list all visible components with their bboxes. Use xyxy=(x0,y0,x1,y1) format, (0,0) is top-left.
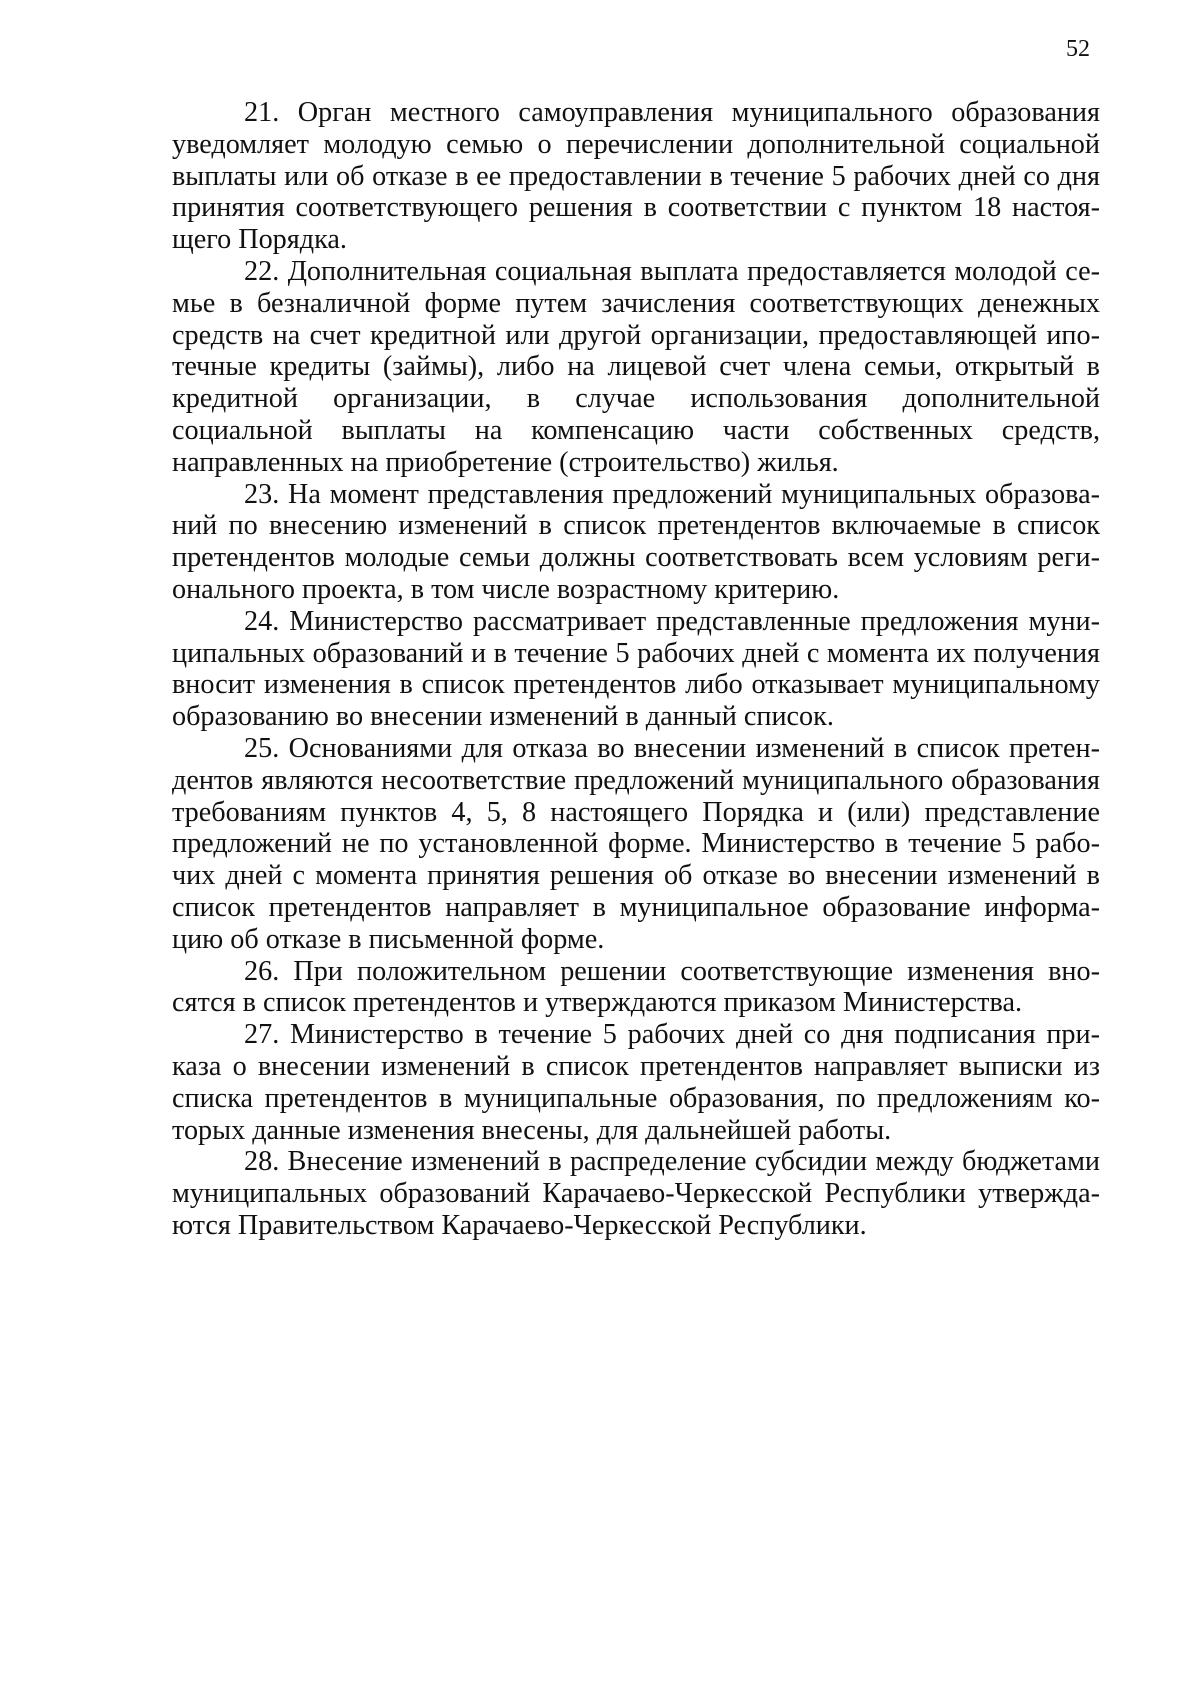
paragraph-23: 23. На момент представления предложений муниципальных образований по внесению изменений в список претендентов включаемые в список претендентов молодые семьи должны соответствовать всем условиям регионального проекта, в том числе возрастному критерию. xyxy=(172,478,1100,605)
paragraph-21: 21. Орган местного самоуправления муниципального образования уведомляет молодую семью о перечислении дополнительной социальной выплаты или об отказе в ее предоставлении в течение 5 рабочих дней со дня принятия соответствующего решения в соответствии с пунктом 18 настоящего Порядка. xyxy=(172,97,1100,256)
paragraph-24: 24. Министерство рассматривает представленные предложения муниципальных образований и в течение 5 рабочих дней с момента их получения вносит изменения в список претендентов либо отказывает муниципальному образованию во внесении изменений в данный список. xyxy=(172,605,1100,733)
document-body xyxy=(172,97,1100,1242)
paragraph-26: 26. При положительном решении соответствующие изменения вносятся в список претендентов и утверждаются приказом Министерства. xyxy=(172,955,1100,1019)
paragraph-22: 22. Дополнительная социальная выплата предоставляется молодой семье в безналичной форме путем зачисления соответствующих денежных средств на счет кредитной или другой организации, предоставляющей ипотечные кредиты (займы), либо на лицевой счет члена семьи, открытый в кредитной организации, в случае использования дополнительной социальной выплаты на компенсацию части собственных средств, направленных на приобретение (строительство) жилья. xyxy=(172,255,1100,478)
page-number: 52 xyxy=(1066,36,1090,62)
paragraph-28: 28. Внесение изменений в распределение субсидии между бюджетами муниципальных образований Карачаево-Черкесской Республики утверждаются Правительством Карачаево-Черкесской Республики. xyxy=(172,1146,1100,1241)
paragraph-25: 25. Основаниями для отказа во внесении изменений в список претендентов являются несоответствие предложений муниципального образования требованиям пунктов 4, 5, 8 настоящего Порядка и (или) представление предложений не по установленной форме. Министерство в течение 5 рабочих дней с момента принятия решения об отказе во внесении изменений в список претендентов направляет в муниципальное образование информацию об отказе в письменной форме. xyxy=(172,732,1100,955)
paragraph-27: 27. Министерство в течение 5 рабочих дней со дня подписания приказа о внесении изменений в список претендентов направляет выписки из списка претендентов в муниципальные образования, по предложениям которых данные изменения внесены, для дальнейшей работы. xyxy=(172,1019,1100,1146)
